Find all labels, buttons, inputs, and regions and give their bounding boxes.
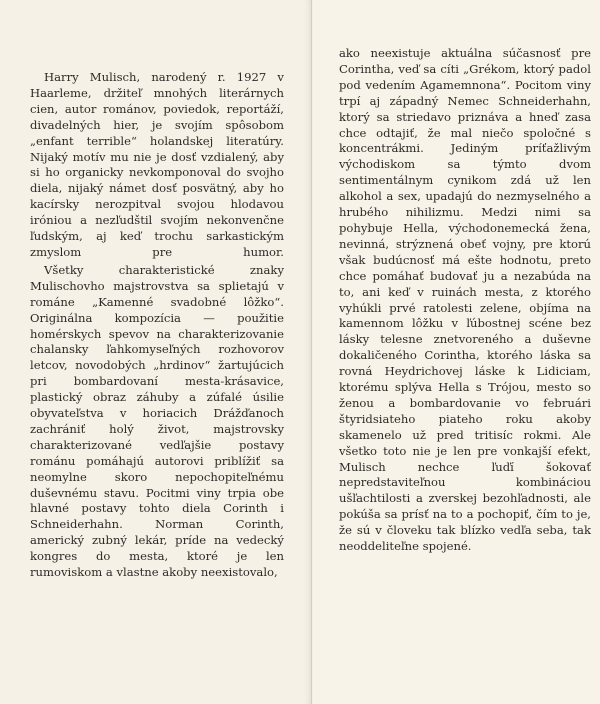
left-column: [30, 70, 284, 583]
right-column: [339, 46, 591, 557]
right-paragraph-1: ako neexistuje aktuálna súčasnosť pre Corintha, veď sa cíti „Grékom, ktorý padol pod vedením Agamemnona“. Pocitom viny trpí aj západný Nemec Schneiderhahn, ktorý sa striedavo priznáva a hneď zasa chce odtajiť, že mal niečo spoločné s koncentrákmi. Jediným príťažlivým východiskom sa týmto dvom sentimentálnym cynikom zdá už len alkohol a sex, upadajú do nezmyselného a hrubého nihilizmu. Medzi nimi sa pohybuje Hella, východonemecká žena, nevinná, strýznená obeť vojny, pre ktorú však budúcnosť má ešte hodnotu, preto chce pomáhať budovať ju a nezabúda na to, ani keď v ruinách mesta, z ktorého vyhúkli prvé ratolesti zelene, objíma na kamennom lôžku v ľúbostnej scéne bez lásky telesne znetvoreného a duševne dokaličeného Corintha, ktorého láska sa rovná Heydrichovej láske k Lidiciam, ktorému splýva Hella s Trójou, mesto so ženou a bombardovanie vo februári štyridsiateho piateho roku akoby skamenelo už pred tritisíc rokmi. Ale všetko toto nie je len pre vonkajší efekt, Mulisch nechce ľuďí šokovať nepredstaviteľnou kombináciou ušľachtilosti a zverskej bezohľadnosti, ale pokúša sa prísť na to a pochopiť, čím to je, že sú v človeku tak blízko vedľa seba, tak neoddeliteľne spojené.: [339, 46, 591, 554]
left-paragraph-1: Harry Mulisch, narodený r. 1927 v Haarleme, držiteľ mnohých literárnych cien, autor románov, poviedok, reportáží, divadelných hier, je svojím spôsobom „enfant terrible“ holandskej literatúry. Nijaký motív mu nie je dosť vzdialený, aby si ho organicky nevkomponoval do svojho diela, nijaký námet dosť posvätný, aby ho kacírsky nerozpitval svojou hlodavou iróniou a nezľudštil svojím nekonvenčne ľudským, aj keď trochu sarkastickým zmyslom pre humor.: [30, 70, 284, 259]
left-paragraph-2: Všetky charakteristické znaky Mulischovho majstrovstva sa splietajú v románe „Kamenné svadobné lôžko“. Originálna kompozícia — použitie homérskych spevov na charakterizovanie chalansky ľahkomyseľných rozhovorov letcov, novodobých „hrdinov“ žartujúcich pri bombardovaní mesta-krásavice, plastický obraz záhuby a zúfalé úsilie obyvateľstva v horiacich Drážďanoch zachrániť holý život, majstrovsky charakterizované vedľajšie postavy románu pomáhajú autorovi priblížiť sa neomylne skoro nepochopiteľnému duševnému stavu. Pocitmi viny trpia obe hlavné postavy tohto diela Corinth i Schneiderhahn. Norman Corinth, americký zubný lekár, príde na vedecký kongres do mesta, ktoré je len rumoviskom a vlastne akoby neexistovalo,: [30, 262, 284, 580]
right-page: [313, 0, 600, 704]
